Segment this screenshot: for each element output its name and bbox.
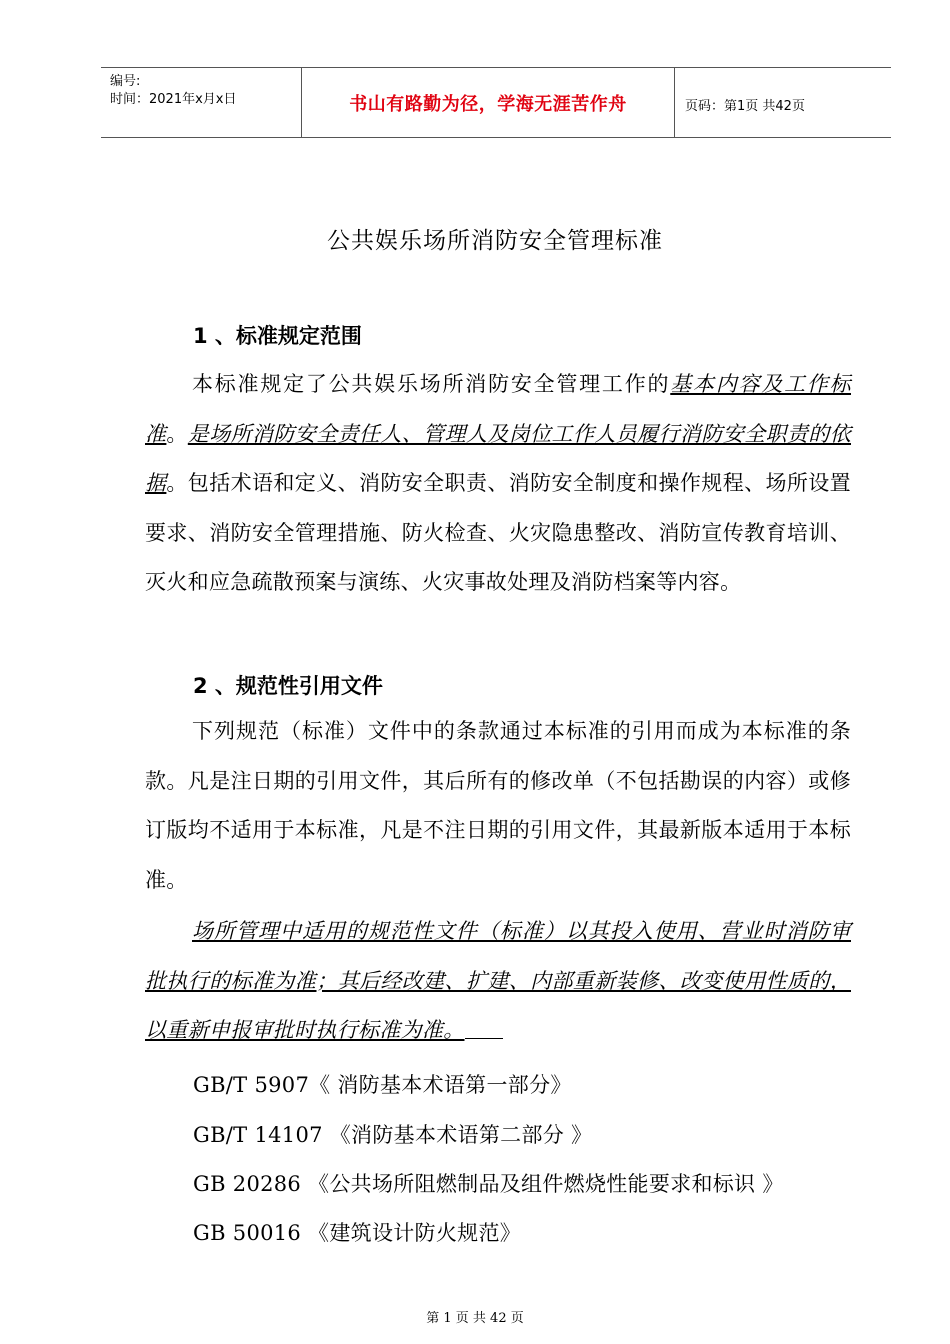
page-footer: 第 1 页 共 42 页	[426, 1311, 524, 1326]
paragraph-references: 下列规范（标准）文件中的条款通过本标准的引用而成为本标准的条款。凡是注日期的引用文件，其后所有的修改单（不包括勘误的内容）或修订版均不适用于本标准，凡是不注日期的引用文件，其最新版本适用于本标准。	[145, 719, 851, 892]
underlined-text: 场所管理中适用的规范性文件（标准）以其投入使用、营业时消防审批执行的标准为准；其后经改建、扩建、内部重新装修、改变使用性质的，以重新申报审批时执行标准为准。	[145, 919, 851, 1042]
document-title: 公共娱乐场所消防安全管理标准	[327, 228, 663, 254]
reference-item: GB 50016 《建筑设计防火规范》	[193, 1221, 522, 1245]
paragraph-scope: 本标准规定了公共娱乐场所消防安全管理工作的基本内容及工作标准。是场所消防安全责任人、管理人及岗位工作人员履行消防安全职责的依据。包括术语和定义、消防安全职责、消防安全制度和操作规程、场所设置要求、消防安全管理措施、防火检查、火灾隐患整改、消防宣传教育培训、灭火和应急疏散预案与演练、火灾事故处理及消防档案等内容。	[145, 372, 851, 594]
serial-label: 编号:	[110, 74, 141, 89]
underlined-text: 基本内容及工作标准	[145, 372, 851, 446]
header-meta	[110, 73, 236, 109]
underlined-text: 是场所消防安全责任人、管理人及岗位工作人员履行消防安全职责的依据	[145, 421, 851, 495]
header-motto: 书山有路勤为径，学海无涯苦作舟	[349, 94, 627, 115]
time-label: 时间：2021年x月x日	[110, 92, 237, 107]
header-divider	[674, 68, 675, 137]
reference-item: GB/T 5907《 消防基本术语第一部分》	[193, 1073, 572, 1097]
reference-item: GB/T 14107 《消防基本术语第二部分 》	[193, 1123, 593, 1147]
reference-item: GB 20286 《公共场所阻燃制品及组件燃烧性能要求和标识 》	[193, 1172, 784, 1196]
blank-underline	[465, 1017, 503, 1039]
section-2-heading: 2 、规范性引用文件	[193, 674, 383, 698]
header-page-info: 页码：第1页 共42页	[685, 99, 805, 114]
paragraph-applicable-standards	[145, 907, 851, 1056]
document-header	[101, 67, 891, 138]
section-1-heading: 1 、标准规定范围	[193, 324, 362, 348]
